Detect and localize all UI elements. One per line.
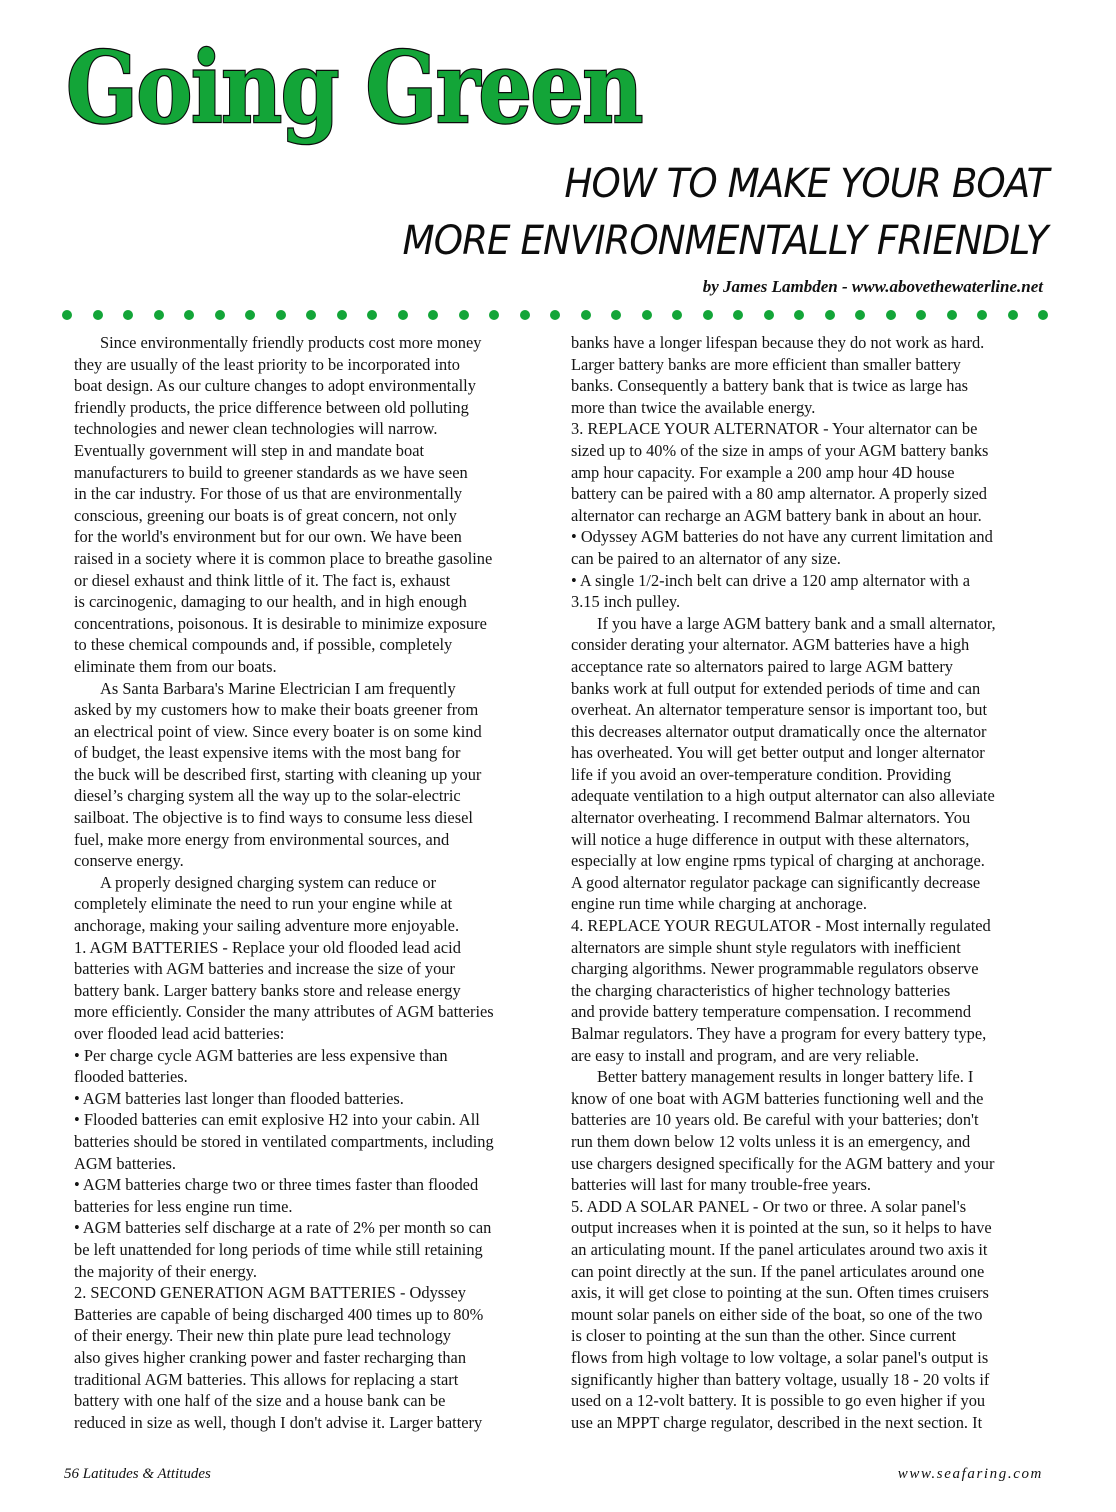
divider-dot <box>916 310 926 320</box>
text-line: 2. SECOND GENERATION AGM BATTERIES - Odyssey <box>74 1283 467 1303</box>
text-line: • A single 1/2-inch belt can drive a 120 amp alternator with a <box>571 570 971 590</box>
text-line: of their energy. Their new thin plate pure lead technology <box>74 1326 452 1346</box>
text-line: sized up to 40% of the size in amps of your AGM battery banks <box>571 440 989 460</box>
text-line: Balmar regulators. They have a program for every battery type, <box>571 1024 987 1043</box>
text-line: use an MPPT charge regulator, described in the next section. It <box>571 1412 983 1432</box>
text-line: anchorage, making your sailing adventure more enjoyable. <box>74 916 460 936</box>
text-line: is closer to pointing at the sun than the other. Since current <box>571 1326 957 1346</box>
text-line: mount solar panels on either side of the boat, so one of the two <box>571 1304 983 1324</box>
text-line: in the car industry. For those of us that are environmentally <box>74 484 463 504</box>
article-title: Going Green <box>66 31 642 146</box>
text-line: • AGM batteries self discharge at a rate of 2% per month so can <box>74 1218 492 1238</box>
text-line: Batteries are capable of being discharged 400 times up to 80% <box>74 1304 484 1324</box>
text-line: fuel, make more energy from environmental sources, and <box>74 829 450 849</box>
text-line: use chargers designed specifically for the AGM battery and your <box>571 1153 995 1173</box>
text-line: • AGM batteries last longer than flooded batteries. <box>74 1088 404 1108</box>
text-line: Larger battery banks are more efficient than smaller battery <box>571 354 961 374</box>
text-line: batteries should be stored in ventilated compartments, including <box>74 1131 494 1151</box>
text-line: banks have a longer lifespan because they do not work as hard. <box>571 333 985 352</box>
divider-dot <box>428 310 438 320</box>
text-line: batteries are 10 years old. Be careful with your batteries; don't <box>571 1110 979 1130</box>
text-line: As Santa Barbara's Marine Electrician I am frequently <box>100 678 456 698</box>
text-line: over flooded lead acid batteries: <box>74 1024 285 1043</box>
text-line: acceptance rate so alternators paired to large AGM battery <box>571 656 953 676</box>
divider-dot <box>825 310 835 320</box>
divider-dot <box>367 310 377 320</box>
text-line: are easy to install and program, and are very reliable. <box>571 1045 920 1065</box>
divider-dot <box>276 310 286 320</box>
text-line: 3.15 inch pulley. <box>571 592 681 612</box>
text-line: A good alternator regulator package can significantly decrease <box>571 872 981 892</box>
text-line: life if you avoid an over-temperature condition. Providing <box>571 764 952 784</box>
text-line: • AGM batteries charge two or three times faster than flooded <box>74 1175 479 1195</box>
text-line: conserve energy. <box>74 851 184 871</box>
text-line: more efficiently. Consider the many attributes of AGM batteries <box>74 1002 494 1022</box>
text-line: 4. REPLACE YOUR REGULATOR - Most internally regulated <box>571 916 991 936</box>
text-line: Better battery management results in longer battery life. I <box>597 1067 974 1087</box>
divider-dot <box>520 310 530 320</box>
text-line: more than twice the available energy. <box>571 397 816 417</box>
text-line: batteries will last for many trouble-free years. <box>571 1175 871 1195</box>
divider-dot <box>306 310 316 320</box>
text-line: battery can be paired with a 80 amp alternator. A properly sized <box>571 484 987 504</box>
text-line: or diesel exhaust and think little of it. The fact is, exhaust <box>74 570 451 590</box>
divider-dot <box>977 310 987 320</box>
text-line: 3. REPLACE YOUR ALTERNATOR - Your alternator can be <box>571 419 978 439</box>
divider-dot <box>184 310 194 320</box>
divider-dot <box>337 310 347 320</box>
divider-dot <box>611 310 621 320</box>
divider-dot <box>398 310 408 320</box>
text-line: adequate ventilation to a high output alternator can also alleviate <box>571 786 995 806</box>
divider-dot <box>1008 310 1018 320</box>
text-line: boat design. As our culture changes to adopt environmentally <box>74 376 476 396</box>
text-line: 1. AGM BATTERIES - Replace your old flooded lead acid <box>74 937 461 957</box>
text-line: alternator overheating. I recommend Balmar alternators. You <box>571 808 971 828</box>
text-line: banks work at full output for extended periods of time and can <box>571 678 981 698</box>
text-line: is carcinogenic, damaging to our health, and in high enough <box>74 592 467 612</box>
divider-dot <box>489 310 499 320</box>
text-line: axis, it will get close to pointing at the sun. Often times cruisers <box>571 1283 989 1303</box>
right-column <box>571 332 1049 1433</box>
text-line: banks. Consequently a battery bank that is twice as large has <box>571 376 969 396</box>
text-line: • Per charge cycle AGM batteries are less expensive than <box>74 1045 448 1065</box>
text-line: be left unattended for long periods of time while still retaining <box>74 1239 483 1259</box>
divider-dot <box>459 310 469 320</box>
text-line: has overheated. You will get better output and longer alternator <box>571 743 985 763</box>
text-line: A properly designed charging system can reduce or <box>100 872 437 892</box>
footer-website: www.seafaring.com <box>897 1466 1043 1482</box>
text-line: Since environmentally friendly products cost more money <box>100 333 482 352</box>
text-line: and provide battery temperature compensation. I recommend <box>571 1002 972 1022</box>
text-line: sailboat. The objective is to find ways to consume less diesel <box>74 808 473 828</box>
divider-dot <box>764 310 774 320</box>
divider-dot <box>947 310 957 320</box>
text-line: the buck will be described first, starting with cleaning up your <box>74 764 482 784</box>
text-line: raised in a society where it is common place to breathe gasoline <box>74 548 493 568</box>
article-subtitle-line-1: HOW TO MAKE YOUR BOAT <box>564 161 1048 207</box>
text-line: reduced in size as well, though I don't advise it. Larger battery <box>74 1412 483 1432</box>
text-line: significantly higher than battery voltage, usually 18 - 20 volts if <box>571 1369 990 1389</box>
text-line: 5. ADD A SOLAR PANEL - Or two or three. A solar panel's <box>571 1196 967 1216</box>
text-line: conscious, greening our boats is of great concern, not only <box>74 505 457 525</box>
divider-dot <box>215 310 225 320</box>
text-line: completely eliminate the need to run your engine while at <box>74 894 453 914</box>
divider-dot <box>93 310 103 320</box>
divider-dot <box>62 310 72 320</box>
text-line: an electrical point of view. Since every boater is on some kind <box>74 721 482 741</box>
text-line: Eventually government will step in and mandate boat <box>74 440 425 460</box>
text-line: especially at low engine rpms typical of charging at anchorage. <box>571 851 985 871</box>
article-subtitle-line-2: MORE ENVIRONMENTALLY FRIENDLY <box>403 218 1048 264</box>
text-line: technologies and newer clean technologies will narrow. <box>74 419 438 439</box>
text-line: overheat. An alternator temperature sensor is important too, but <box>571 700 988 720</box>
text-line: the charging characteristics of higher technology batteries <box>571 980 951 1000</box>
divider-dot <box>581 310 591 320</box>
text-line: run them down below 12 volts unless it is an emergency, and <box>571 1131 971 1151</box>
text-line: concentrations, poisonous. It is desirable to minimize exposure <box>74 613 487 633</box>
text-line: flooded batteries. <box>74 1067 188 1087</box>
text-line: • Flooded batteries can emit explosive H2 into your cabin. All <box>74 1110 480 1130</box>
divider-dot <box>733 310 743 320</box>
divider-dot <box>855 310 865 320</box>
text-line: batteries with AGM batteries and increase the size of your <box>74 959 455 979</box>
text-line: this decreases alternator output dramatically once the alternator <box>571 721 987 741</box>
text-line: AGM batteries. <box>74 1153 176 1173</box>
divider-dot <box>672 310 682 320</box>
text-line: can be paired to an alternator of any size. <box>571 548 841 568</box>
divider-dot <box>154 310 164 320</box>
text-line: battery bank. Larger battery banks store and release energy <box>74 980 461 1000</box>
text-line: consider derating your alternator. AGM batteries have a high <box>571 635 970 655</box>
divider-dot <box>642 310 652 320</box>
divider-dot <box>794 310 804 320</box>
text-line: used on a 12-volt battery. It is possible to go even higher if you <box>571 1391 986 1411</box>
text-line: battery with one half of the size and a house bank can be <box>74 1391 446 1411</box>
text-line: alternators are simple shunt style regulators with inefficient <box>571 937 961 957</box>
text-line: the majority of their energy. <box>74 1261 257 1281</box>
text-line: amp hour capacity. For example a 200 amp hour 4D house <box>571 462 955 482</box>
text-line: traditional AGM batteries. This allows for replacing a start <box>74 1369 459 1389</box>
text-line: of budget, the least expensive items with the most bang for <box>74 743 461 763</box>
divider-dot <box>245 310 255 320</box>
text-line: friendly products, the price difference between old polluting <box>74 397 469 417</box>
text-line: • Odyssey AGM batteries do not have any current limitation and <box>571 527 993 547</box>
text-line: charging algorithms. Newer programmable regulators observe <box>571 959 979 979</box>
text-line: flows from high voltage to low voltage, a solar panel's output is <box>571 1347 989 1367</box>
text-line: asked by my customers how to make their boats greener from <box>74 700 479 720</box>
text-line: can point directly at the sun. If the panel articulates around one <box>571 1261 985 1281</box>
text-line: an articulating mount. If the panel articulates around two axis it <box>571 1239 988 1259</box>
text-line: for the world's environment but for our own. We have been <box>74 527 462 547</box>
text-line: If you have a large AGM battery bank and a small alternator, <box>597 613 996 633</box>
divider-dot <box>123 310 133 320</box>
text-line: alternator can recharge an AGM battery bank in about an hour. <box>571 505 982 525</box>
left-column <box>74 332 552 1433</box>
text-line: diesel’s charging system all the way up to the solar-electric <box>74 786 461 806</box>
divider-dot <box>703 310 713 320</box>
text-line: to these chemical compounds and, if possible, completely <box>74 635 453 655</box>
text-line: engine run time while charging at anchorage. <box>571 894 867 914</box>
divider-dot <box>886 310 896 320</box>
text-line: batteries for less engine run time. <box>74 1196 293 1216</box>
text-line: they are usually of the least priority to be incorporated into <box>74 354 460 374</box>
byline: by James Lambden - www.abovethewaterline.net <box>702 277 1043 296</box>
text-line: will notice a huge difference in output with these alternators, <box>571 829 970 849</box>
divider-dot <box>1038 310 1048 320</box>
text-line: also gives higher cranking power and faster recharging than <box>74 1347 467 1367</box>
text-line: eliminate them from our boats. <box>74 656 277 676</box>
text-line: know of one boat with AGM batteries functioning well and the <box>571 1088 984 1108</box>
text-line: output increases when it is pointed at the sun, so it helps to have <box>571 1218 992 1238</box>
divider-dot <box>550 310 560 320</box>
text-line: manufacturers to build to greener standards as we have seen <box>74 462 468 482</box>
footer-page-number-publication: 56 Latitudes & Attitudes <box>64 1466 211 1482</box>
